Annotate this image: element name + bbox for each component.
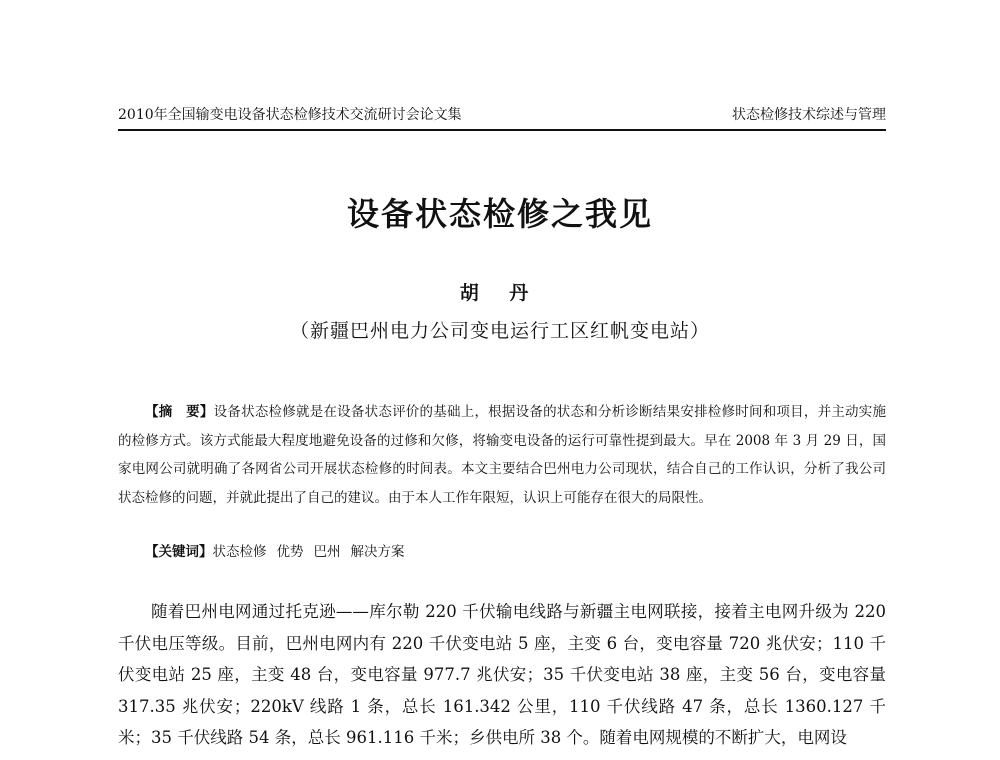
- keywords: [145, 538, 886, 566]
- keywords-label: 【关键词】: [145, 544, 213, 560]
- abstract-text: 设备状态检修就是在设备状态评价的基础上，根据设备的状态和分析诊断结果安排检修时间和项目，并主动实施的检修方式。该方式能最大程度地避免设备的过修和欠修，将输变电设备的运行可靠性提到最大。早在 2008 年 3 月 29 日，国家电网公司就明确了各网省公司开展状态检修的时间表。本文主要结合巴州电力公司现状，结合自己的工作认识，分析了我公司状态检修的问题，并就此提出了自己的建议。由于本人工作年限短，认识上可能存在很大的局限性。: [118, 404, 887, 506]
- paper-title: 设备状态检修之我见: [346, 195, 653, 233]
- header-rule: [118, 129, 886, 131]
- keyword: 优势: [276, 544, 304, 560]
- keyword: 巴州: [313, 544, 341, 560]
- body-paragraph: 随着巴州电网通过托克逊——库尔勒 220 千伏输电线路与新疆主电网联接，接着主电网升级为 220 千伏电压等级。目前，巴州电网内有 220 千伏变电站 5 座，主变 6 台，变电容量 720 兆伏安；110 千伏变电站 25 座，主变 48 台，变电容量 977.7 兆伏安；35 千伏变电站 38 座，主变 56 台，变电容量 317.35 兆伏安；220kV 线路 1 条，总长 161.342 公里，110 千伏线路 47 条，总长 1360.127 千米；35 千伏线路 54 条，总长 961.116 千米；乡供电所 38 个。随着电网规模的不断扩大，电网设: [118, 602, 886, 747]
- proceedings-title: 2010年全国输变电设备状态检修技术交流研讨会论文集: [118, 107, 462, 123]
- running-header: [118, 104, 886, 126]
- section-title: 状态检修技术综述与管理: [732, 107, 886, 123]
- abstract: [118, 398, 886, 512]
- keyword: 状态检修: [212, 544, 267, 560]
- keyword: 解决方案: [350, 544, 405, 560]
- abstract-label: 【摘 要】: [145, 404, 214, 420]
- author-affiliation: （新疆巴州电力公司变电运行工区红帆变电站）: [289, 320, 710, 342]
- author-name: 胡 丹: [459, 282, 541, 304]
